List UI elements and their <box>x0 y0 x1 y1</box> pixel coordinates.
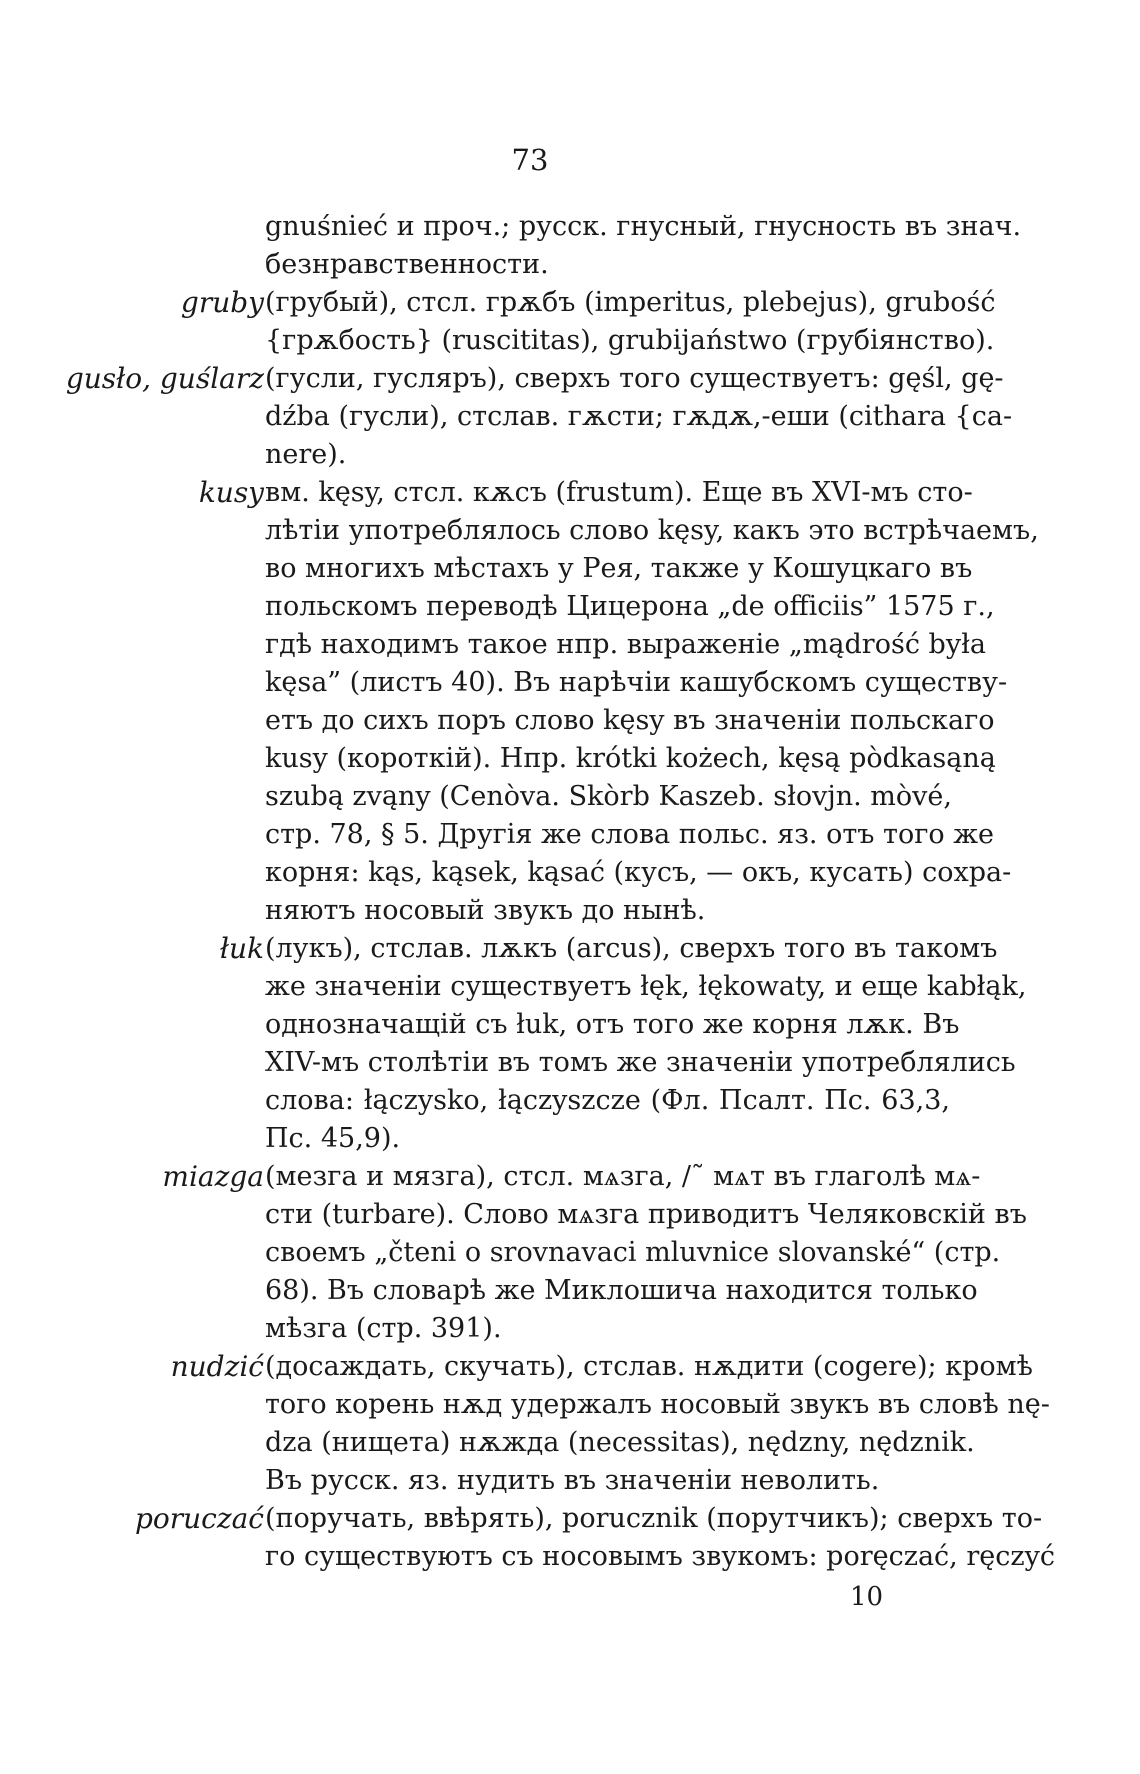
page-number: 73 <box>511 143 549 177</box>
entry-line: {грѫбость} (ruscititas), grubijaństwo (грубіянство). <box>265 325 995 356</box>
entry-line: XIV-мъ столѣтіи въ томъ же значеніи употреблялись <box>265 1047 1016 1078</box>
entry-line: gnuśnieć и проч.; русск. гнусный, гнусность въ знач. <box>265 211 1022 242</box>
entry-guslo <box>0 360 1140 474</box>
entry-line: гдѣ находимъ такое нпр. выраженіе „mądrość była <box>265 629 986 660</box>
entry-line: kęsa” (листъ 40). Въ нарѣчіи кашубскомъ существу- <box>265 667 1008 698</box>
entry-line: етъ до сихъ поръ слово kęsy въ значеніи польскаго <box>265 705 995 736</box>
entry-line: сти (turbare). Слово мѧзга приводитъ Челяковскій въ <box>265 1199 1027 1230</box>
entry-line: (грубый), стсл. грѫбъ (imperitus, plebejus), grubość <box>265 287 996 318</box>
entry-line: корня: kąs, kąsek, kąsać (кусъ, — окъ, кусать) сохра- <box>265 857 1012 888</box>
entry-headword: miazga <box>162 1160 264 1193</box>
entry-line: того корень нѫд удержалъ носовый звукъ въ словѣ nę- <box>265 1389 1050 1420</box>
entry-line: (лукъ), стслав. лѫкъ (arcus), сверхъ того въ такомъ <box>265 933 998 964</box>
entry-headword: poruczać <box>134 1502 264 1535</box>
entry-headword: nudzić <box>170 1350 264 1383</box>
entry-line: (гусли, гусляръ), сверхъ того существуетъ: gęśl, gę- <box>265 363 1004 394</box>
entry-line: szubą zvąny (Cenòva. Skòrb Kaszeb. słovjn. mòvé, <box>265 781 952 812</box>
entry-headword: gruby <box>180 286 264 319</box>
entry-miazga <box>0 1158 1140 1348</box>
entry-line: (досаждать, скучать), стслав. нѫдити (cogere); кромѣ <box>265 1351 1033 1382</box>
entry-line: nere). <box>265 439 347 470</box>
entry-line: dza (нищета) нѫжда (necessitas), nędzny, nędznik. <box>265 1427 975 1458</box>
entry-kusy <box>0 474 1140 930</box>
entry-line: стр. 78, § 5. Другія же слова польс. яз. отъ того же <box>265 819 995 850</box>
dictionary-entries <box>0 208 1140 1576</box>
entry-line: польскомъ переводѣ Цицерона „de officiis” 1575 г., <box>265 591 995 622</box>
entry-headword: łuk <box>219 932 264 965</box>
entry-line: kusy (короткій). Нпр. krótki kożech, kęsą pòdkasąną <box>265 743 996 774</box>
entry-line: однозначащій съ łuk, отъ того же корня лѫк. Въ <box>265 1009 960 1040</box>
entry-line: dźba (гусли), стслав. гѫсти; гѫдѫ,-еши (cithara {ca- <box>265 401 1013 432</box>
entry-line: (поручать, ввѣрять), porucznik (порутчикъ); сверхъ то- <box>265 1503 1043 1534</box>
entry-headword: kusy <box>198 476 264 509</box>
entry-line: во многихъ мѣстахъ у Рея, также у Кошуцкаго въ <box>265 553 973 584</box>
entry-line: же значеніи существуетъ łęk, łękowaty, и еще kabłąk, <box>265 971 1027 1002</box>
entry-line: слова: łączysko, łączyszcze (Фл. Псалт. Пс. 63,3, <box>265 1085 950 1116</box>
entry-nudzic <box>0 1348 1140 1500</box>
entry-line: вм. kęsy, стсл. кѫсъ (frustum). Еще въ XVI-мъ сто- <box>265 477 973 508</box>
entry-luk <box>0 930 1140 1158</box>
entry-line: мѣзга (стр. 391). <box>265 1313 502 1344</box>
entry-line: безнравственности. <box>265 249 549 280</box>
signature-mark: 10 <box>850 1582 884 1612</box>
entry-line: (мезга и мязга), стсл. мѧзга, /˜ мѧт въ глаголѣ мѧ- <box>265 1161 981 1192</box>
entry-line: Въ русск. яз. нудить въ значеніи неволить. <box>265 1465 880 1496</box>
entry-line: 68). Въ словарѣ же Миклошича находится только <box>265 1275 978 1306</box>
entry-line: няютъ носовый звукъ до нынѣ. <box>265 895 706 926</box>
entry-headword: gusło, guślarz <box>65 362 264 395</box>
entry-line: Пс. 45,9). <box>265 1123 401 1154</box>
entry-line: своемъ „čteni o srovnavaci mluvnice slovanské“ (стр. <box>265 1237 1001 1268</box>
entry-line: лѣтіи употреблялось слово kęsy, какъ это встрѣчаемъ, <box>265 515 1039 546</box>
entry-gruby <box>0 284 1140 360</box>
entry-poruczac <box>0 1500 1140 1576</box>
entry-gnusniec-continuation <box>0 208 1140 284</box>
entry-line: го существуютъ съ носовымъ звукомъ: poręczać, ręczyć <box>265 1541 1055 1572</box>
